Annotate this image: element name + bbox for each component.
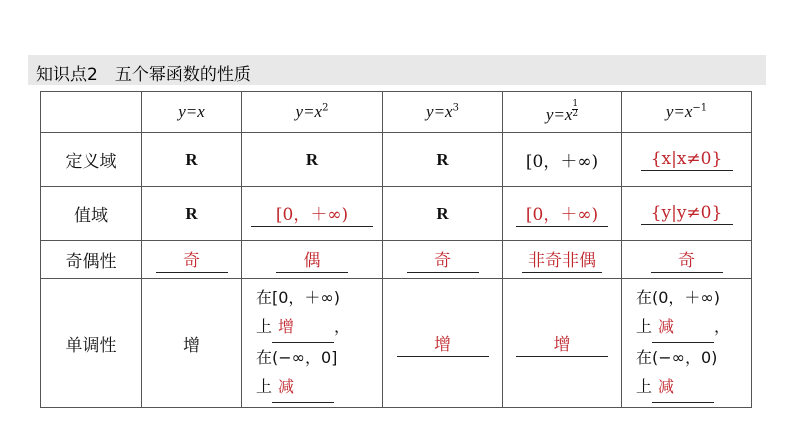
mono-c5-cell <box>622 279 752 408</box>
range-c4-cell <box>503 187 622 241</box>
fraction-denominator: 2 <box>572 108 579 119</box>
mono-c5-line4-prefix: 上 <box>636 377 653 396</box>
header-y-eq-x-inv <box>622 92 752 133</box>
col-exp-4-fraction <box>572 100 578 119</box>
mono-c2-cell <box>242 279 383 408</box>
header-y-eq-x3 <box>383 92 503 133</box>
parity-c2-cell <box>242 241 383 279</box>
row-domain <box>41 133 752 187</box>
section-title: 知识点2 五个幂函数的性质 <box>36 65 251 85</box>
parity-c4-answer: 非奇非偶 <box>522 246 602 273</box>
mono-c5-line2-answer: 减 <box>652 312 714 343</box>
row-label-domain: 定义域 <box>41 133 142 187</box>
range-c3: R <box>383 187 503 241</box>
domain-c5-answer: {x|x≠0} <box>641 149 733 171</box>
header-y-eq-x-half <box>503 92 622 133</box>
col-label-4: y=x <box>545 104 573 124</box>
row-label-parity: 奇偶性 <box>41 241 142 279</box>
mono-c2-line2-suffix: ， <box>334 317 351 336</box>
parity-c5-answer: 奇 <box>651 246 723 273</box>
domain-c5-cell <box>622 133 752 187</box>
col-label-1: y=x <box>178 102 205 121</box>
header-y-eq-x <box>142 92 242 133</box>
row-range <box>41 187 752 241</box>
mono-c5-line2-suffix: ， <box>714 317 731 336</box>
parity-c1-cell <box>142 241 242 279</box>
parity-c2-answer: 偶 <box>276 246 348 273</box>
mono-c5-line4-answer: 减 <box>652 372 714 403</box>
row-label-monotonic: 单调性 <box>41 279 142 408</box>
mono-c4-answer: 增 <box>516 330 608 357</box>
header-corner-cell <box>41 92 142 133</box>
mono-c2-line4-answer: 减 <box>272 372 334 403</box>
fraction-numerator: 1 <box>572 98 579 109</box>
parity-c3-answer: 奇 <box>407 246 479 273</box>
col-exp-5: −1 <box>692 102 708 114</box>
parity-c1-answer: 奇 <box>156 246 228 273</box>
range-c2-answer: [0，＋∞) <box>251 200 373 227</box>
mono-c2-line3: 在(−∞，0] <box>256 348 338 367</box>
parity-c5-cell <box>622 241 752 279</box>
col-exp-2: 2 <box>322 102 329 114</box>
row-parity <box>41 241 752 279</box>
header-y-eq-x2 <box>242 92 383 133</box>
range-c2-cell <box>242 187 383 241</box>
range-c1: R <box>142 187 242 241</box>
parity-c4-cell <box>503 241 622 279</box>
mono-c2-line4-prefix: 上 <box>256 377 273 396</box>
table-header-row <box>41 92 752 133</box>
mono-c3-answer: 增 <box>397 330 489 357</box>
mono-c5-line3: 在(−∞，0) <box>636 348 718 367</box>
col-label-5: y=x <box>665 102 693 121</box>
mono-c5-line2-prefix: 上 <box>636 317 653 336</box>
mono-c5-line2 <box>622 312 751 343</box>
mono-c2-line2 <box>242 312 382 343</box>
mono-c2-line2-answer: 增 <box>272 312 334 343</box>
mono-c3-cell <box>383 279 503 408</box>
power-function-table <box>40 91 752 408</box>
domain-c4: [0，＋∞) <box>503 133 622 187</box>
col-label-3: y=x <box>426 102 453 121</box>
mono-c5-line1: 在(0，＋∞) <box>636 288 720 307</box>
col-exp-3: 3 <box>452 102 459 114</box>
parity-c3-cell <box>383 241 503 279</box>
domain-c1: R <box>142 133 242 187</box>
mono-c2-line1: 在[0，＋∞) <box>256 288 340 307</box>
mono-c1: 增 <box>142 279 242 408</box>
row-monotonic <box>41 279 752 408</box>
range-c5-cell <box>622 187 752 241</box>
col-label-2: y=x <box>295 102 323 121</box>
range-c4-answer: [0，＋∞) <box>516 200 608 227</box>
mono-c2-line4 <box>242 372 382 403</box>
range-c5-answer: {y|y≠0} <box>641 203 733 225</box>
row-label-range: 值域 <box>41 187 142 241</box>
domain-c2: R <box>242 133 383 187</box>
mono-c4-cell <box>503 279 622 408</box>
domain-c3: R <box>383 133 503 187</box>
mono-c5-line4 <box>622 372 751 403</box>
mono-c2-line2-prefix: 上 <box>256 317 273 336</box>
section-header-bar <box>28 55 766 85</box>
